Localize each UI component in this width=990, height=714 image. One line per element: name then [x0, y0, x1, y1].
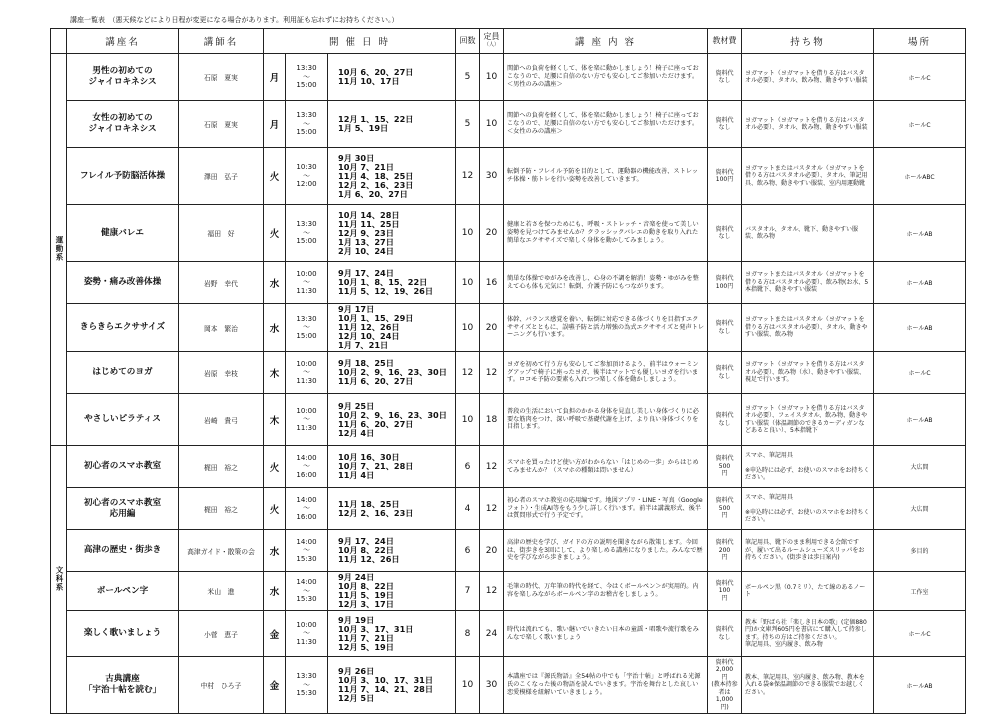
time-start: 13:30	[296, 220, 317, 229]
course-description: 転倒予防・フレイル予防を目的として、運動器の機能改善、ストレッチ体操・筋トレを行い姿勢を改善していきます。	[504, 148, 708, 205]
venue: 大広間	[874, 488, 966, 530]
session-count: 7	[456, 572, 480, 611]
time-end: 15:00	[296, 237, 317, 246]
course-description: 普段の生活において負担のかかる身体を見直し美しい身体づくりに必要な筋肉をつけ、深い呼吸で基礎代謝を上げ、より良い身体づくりを目指します。	[504, 394, 708, 446]
page-note: 講座一覧表 （悪天候などにより日程が変更になる場合があります。利用証も忘れずにお持ちください。）	[70, 16, 399, 24]
time-sep: 〜	[303, 171, 310, 180]
time-start: 13:30	[296, 314, 317, 323]
material-fee: 資料代 なし	[708, 54, 742, 101]
time-sep: 〜	[303, 680, 310, 689]
course-description: スマホを買ったけど使い方がわからない「はじめの一歩」からはじめてみませんか？（スマホの種類は問いません）	[504, 446, 708, 488]
time-range	[286, 262, 328, 304]
instructor-name: 高津ガイド・散策の会	[179, 530, 264, 572]
table-row	[51, 488, 966, 530]
time-start: 10:30	[296, 163, 317, 172]
header-sessions	[456, 29, 480, 54]
time-start: 13:30	[296, 111, 317, 120]
instructor-name: 澤田 弘子	[179, 148, 264, 205]
header-capacity-label: 定員	[483, 32, 500, 41]
course-name: 姿勢・痛み改善体操	[67, 262, 179, 304]
instructor-name: 梶田 裕之	[179, 488, 264, 530]
material-fee: 資料代 なし	[708, 304, 742, 352]
venue: 多目的	[874, 530, 966, 572]
time-end: 15:00	[296, 81, 317, 90]
session-dates: 12月 1、15、22日 1月 5、19日	[328, 101, 456, 148]
time-sep: 〜	[303, 228, 310, 237]
table-row	[51, 205, 966, 262]
time-end: 15:30	[296, 689, 317, 698]
course-description: 高津の歴史を学び、ガイドの方の説明を聞きながら散策します。今回は、街歩きを3回にして、より楽しめる講座になりました。みんなで歴史を学びながら歩きましょう。	[504, 530, 708, 572]
weekday: 金	[264, 657, 286, 714]
table-row	[51, 572, 966, 611]
time-range	[286, 54, 328, 101]
time-start: 10:00	[296, 359, 317, 368]
course-description: 初心者のスマホ教室の応用編です。地図アプリ・LINE・写真（Googleフォト）・生成AI等をもう少し詳しく行います。前半は講義形式、後半は質問形式で行う予定です。	[504, 488, 708, 530]
course-name: 初心者のスマホ教室 応用編	[67, 488, 179, 530]
session-dates: 9月 30日 10月 7、21日 11月 4、18、25日 12月 2、16、23日 1月 6、20、27日	[328, 148, 456, 205]
header-capacity-unit: （人）	[483, 42, 499, 48]
session-dates: 11月 18、25日 12月 2、16、23日	[328, 488, 456, 530]
material-fee: 資料代 2,000 円 (教本持参者は 1,000 円)	[708, 657, 742, 714]
session-count: 12	[456, 352, 480, 394]
capacity-count: 20	[480, 205, 504, 262]
capacity-count: 30	[480, 657, 504, 714]
time-sep: 〜	[303, 323, 310, 332]
items-to-bring: ヨガマット（ヨガマットを借りる方はバスタオル必要）、飲み物（水）、動きやすい服装、視足で行います。	[742, 352, 874, 394]
time-sep: 〜	[303, 546, 310, 555]
time-range	[286, 304, 328, 352]
header-fee: 教材費	[708, 29, 742, 54]
course-name: 男性の初めての ジャイロキネシス	[67, 54, 179, 101]
time-end: 12:00	[296, 180, 317, 189]
table-row	[51, 530, 966, 572]
time-end: 15:00	[296, 331, 317, 340]
session-dates: 9月 17日 10月 1、15、29日 11月 12、26日 12月 10、24日 1月 7、21日	[328, 304, 456, 352]
session-count: 12	[456, 148, 480, 205]
time-range	[286, 657, 328, 714]
time-range	[286, 446, 328, 488]
capacity-count: 18	[480, 394, 504, 446]
time-start: 14:00	[296, 578, 317, 587]
capacity-count: 12	[480, 572, 504, 611]
table-row	[51, 611, 966, 657]
time-start: 10:00	[296, 269, 317, 278]
instructor-name: 中村 ひろ子	[179, 657, 264, 714]
header-place: 場所	[874, 29, 966, 54]
items-to-bring: ヨガマット（ヨガマットを借りる方はバスタオル必要）、タオル、飲み物、動きやすい服装	[742, 101, 874, 148]
time-start: 14:00	[296, 537, 317, 546]
weekday: 木	[264, 394, 286, 446]
instructor-name: 岩野 幸代	[179, 262, 264, 304]
items-to-bring: スマホ、筆記用具 ※申込時には必ず、お使いのスマホをお持ちください。	[742, 488, 874, 530]
session-dates: 9月 25日 10月 2、9、16、23、30日 11月 6、20、27日 12月 4日	[328, 394, 456, 446]
time-range	[286, 488, 328, 530]
venue: 大広間	[874, 446, 966, 488]
venue: ホールAB	[874, 205, 966, 262]
time-range	[286, 572, 328, 611]
session-dates: 10月 6、20、27日 11月 10、17日	[328, 54, 456, 101]
course-description: 時代は流れても、歌い継いでいきたい日本の童謡・唱歌や流行歌をみんなで楽しく歌いましょう	[504, 611, 708, 657]
time-range	[286, 101, 328, 148]
header-sessions-label: 回数	[459, 36, 476, 45]
time-end: 15:30	[296, 554, 317, 563]
course-description: 簡単な体操でゆがみを改善し、心身の不調を解消！姿勢・ゆがみを整えて心も体も元気に！転倒、介護予防にもつながります。	[504, 262, 708, 304]
material-fee: 資料代 100円	[708, 262, 742, 304]
material-fee: 資料代 100円	[708, 148, 742, 205]
material-fee: 資料代 100 円	[708, 572, 742, 611]
instructor-name: 石原 夏実	[179, 101, 264, 148]
weekday: 水	[264, 262, 286, 304]
course-description: ヨガを初めて行う方も安心してご参加頂けるよう、前半はウォーミングアップで椅子に座ったヨガ、後半はマットでも優しいヨガを行います。ロコモ予防の要素も入れつつ楽しく体を動かしましょう。	[504, 352, 708, 394]
time-start: 10:00	[296, 620, 317, 629]
time-sep: 〜	[303, 462, 310, 471]
time-end: 15:00	[296, 128, 317, 137]
weekday: 火	[264, 488, 286, 530]
header-category	[51, 29, 67, 54]
weekday: 火	[264, 205, 286, 262]
capacity-count: 20	[480, 530, 504, 572]
course-name: やさしいピラティス	[67, 394, 179, 446]
time-sep: 〜	[303, 629, 310, 638]
instructor-name: 岩原 幸枝	[179, 352, 264, 394]
course-name: フレイル予防脳活体操	[67, 148, 179, 205]
time-sep: 〜	[303, 504, 310, 513]
items-to-bring: 教本、筆記用具、室内履き、飲み物、教本を入れる袋※保温調節のできる服装でお越しください。	[742, 657, 874, 714]
time-end: 16:00	[296, 470, 317, 479]
table-row	[51, 148, 966, 205]
items-to-bring: ヨガマットまたはバスタオル（ヨガマットを借りる方はバスタオル必要）、飲み物(お水、5本指靴下、動きやすい服装	[742, 262, 874, 304]
capacity-count: 24	[480, 611, 504, 657]
material-fee: 資料代 なし	[708, 352, 742, 394]
course-name: 古典講座 「宇治十帖を読む」	[67, 657, 179, 714]
items-to-bring: ヨガマットまたはバスタオル（ヨガマットを借りる方はバスタオル必要）、タオル、動きやすい服装、飲み物	[742, 304, 874, 352]
header-items: 持ち物	[742, 29, 874, 54]
session-count: 8	[456, 611, 480, 657]
instructor-name: 石原 夏実	[179, 54, 264, 101]
venue: ホールC	[874, 352, 966, 394]
weekday: 月	[264, 54, 286, 101]
weekday: 月	[264, 101, 286, 148]
header-instructor: 講師名	[179, 29, 264, 54]
category-cell	[51, 54, 67, 446]
time-range	[286, 352, 328, 394]
time-start: 14:00	[296, 453, 317, 462]
course-name: 初心者のスマホ教室	[67, 446, 179, 488]
venue: ホールAB	[874, 394, 966, 446]
instructor-name: 岩崎 貴弓	[179, 394, 264, 446]
course-table	[50, 28, 966, 714]
header-content: 講 座 内 容	[504, 29, 708, 54]
course-name: ボールペン字	[67, 572, 179, 611]
venue: ホールAB	[874, 304, 966, 352]
session-count: 4	[456, 488, 480, 530]
table-row	[51, 352, 966, 394]
table-row	[51, 394, 966, 446]
items-to-bring: 筆記用具、靴下のまま利用できる会館ですが、履いて出るルームシューズスリッパをお持ちください。(街歩きは歩日案内)	[742, 530, 874, 572]
category-label: 運動系	[55, 235, 64, 262]
weekday: 木	[264, 352, 286, 394]
time-sep: 〜	[303, 72, 310, 81]
capacity-count: 10	[480, 101, 504, 148]
instructor-name: 梶田 裕之	[179, 446, 264, 488]
course-description: 毛筆の時代、万年筆の時代を経て、今はくボールペン＞が実用的。内容を楽しみながらボールペン字のお稽古をしましょう。	[504, 572, 708, 611]
time-sep: 〜	[303, 278, 310, 287]
material-fee: 資料代 なし	[708, 611, 742, 657]
time-range	[286, 148, 328, 205]
material-fee: 資料代 500 円	[708, 446, 742, 488]
time-sep: 〜	[303, 368, 310, 377]
material-fee: 資料代 なし	[708, 101, 742, 148]
table-row	[51, 101, 966, 148]
session-dates: 9月 24日 10月 8、22日 11月 5、19日 12月 3、17日	[328, 572, 456, 611]
time-sep: 〜	[303, 415, 310, 424]
session-count: 5	[456, 54, 480, 101]
venue: ホールC	[874, 101, 966, 148]
course-body	[51, 54, 966, 714]
instructor-name: 小菅 恵子	[179, 611, 264, 657]
venue: 工作室	[874, 572, 966, 611]
time-sep: 〜	[303, 586, 310, 595]
time-start: 14:00	[296, 495, 317, 504]
time-start: 13:30	[296, 672, 317, 681]
session-count: 10	[456, 304, 480, 352]
items-to-bring: ヨガマットまたはバスタオル（ヨガマットを借りる方はバスタオル必要）、タオル、筆記用具、飲み物、動きやすい服装、室内用運動靴	[742, 148, 874, 205]
instructor-name: 米山 進	[179, 572, 264, 611]
instructor-name: 福田 好	[179, 205, 264, 262]
time-range	[286, 205, 328, 262]
weekday: 水	[264, 530, 286, 572]
course-description: 本講座では『源氏物語』全54帖の中でも「宇治十帖」と呼ばれる光源氏のこくなった後の物語を読んでいきます。宇治を舞台とした哀しい恋愛模様を紐解いていきましょう。	[504, 657, 708, 714]
session-count: 10	[456, 205, 480, 262]
capacity-count: 10	[480, 54, 504, 101]
time-end: 11:30	[296, 286, 317, 295]
header-course: 講座名	[67, 29, 179, 54]
items-to-bring: ヨガマット（ヨガマットを借りる方はバスタオル必要）、タオル、飲み物、動きやすい服装	[742, 54, 874, 101]
capacity-count: 12	[480, 488, 504, 530]
course-description: 体幹、バランス感覚を養い、転倒に対応できる体づくりを目指すエクササイズとともに、誤嚥予防と活力増強の為式エクササイズと発声トレーニングも行います。	[504, 304, 708, 352]
capacity-count: 30	[480, 148, 504, 205]
venue: ホールC	[874, 54, 966, 101]
time-start: 13:30	[296, 64, 317, 73]
session-dates: 9月 17、24日 10月 8、22日 11月 12、26日	[328, 530, 456, 572]
category-cell	[51, 446, 67, 714]
table-row	[51, 54, 966, 101]
time-end: 16:00	[296, 512, 317, 521]
course-name: きらきらエクササイズ	[67, 304, 179, 352]
time-end: 15:30	[296, 595, 317, 604]
session-count: 10	[456, 657, 480, 714]
session-count: 10	[456, 262, 480, 304]
items-to-bring: スマホ、筆記用具 ※申込時には必ず、お使いのスマホをお持ちください。	[742, 446, 874, 488]
time-sep: 〜	[303, 119, 310, 128]
session-dates: 9月 17、24日 10月 1、8、15、22日 11月 5、12、19、26日	[328, 262, 456, 304]
weekday: 金	[264, 611, 286, 657]
table-row	[51, 657, 966, 714]
session-dates: 10月 14、28日 11月 11、25日 12月 9、23日 1月 13、27日 2月 10、24日	[328, 205, 456, 262]
venue: ホールC	[874, 611, 966, 657]
time-start: 10:00	[296, 406, 317, 415]
venue: ホールAB	[874, 262, 966, 304]
category-label: 文科系	[55, 565, 64, 592]
capacity-count: 20	[480, 304, 504, 352]
time-end: 11:30	[296, 423, 317, 432]
items-to-bring: 教本「野ばら社「楽しき日本の歌」(定価880円)か文庫判605円を書店にて購入して持参します。持ちの方はご持参ください。 筆記用具、室内履き、飲み物	[742, 611, 874, 657]
material-fee: 資料代 なし	[708, 394, 742, 446]
weekday: 火	[264, 446, 286, 488]
course-name: 女性の初めての ジャイロキネシス	[67, 101, 179, 148]
table-row	[51, 304, 966, 352]
session-count: 5	[456, 101, 480, 148]
header-capacity	[480, 29, 504, 54]
time-range	[286, 611, 328, 657]
course-description: 健康と若さを保つためにも、呼吸・ストレッチ・音楽を使って美しい姿勢を見つけてみませんか？クラッシックバレエの動きを取り入れた簡単なエクササイズで楽しく身体を動かしてみましょう。	[504, 205, 708, 262]
session-dates: 10月 16、30日 10月 7、21、28日 11月 4日	[328, 446, 456, 488]
time-range	[286, 394, 328, 446]
venue: ホールABC	[874, 148, 966, 205]
session-dates: 9月 18、25日 10月 2、9、16、23、30日 11月 6、20、27日	[328, 352, 456, 394]
session-dates: 9月 26日 10月 3、10、17、31日 11月 7、14、21、28日 12月 5日	[328, 657, 456, 714]
session-count: 10	[456, 394, 480, 446]
session-count: 6	[456, 446, 480, 488]
instructor-name: 岡本 繁治	[179, 304, 264, 352]
capacity-count: 12	[480, 446, 504, 488]
time-end: 11:30	[296, 637, 317, 646]
time-range	[286, 530, 328, 572]
table-row	[51, 262, 966, 304]
course-description: 関節への負荷を軽くして、体を楽に動かしましょう！椅子に座っておこなうので、足腰に自信のない方でも安心してご参加いただけます。＜男性のみの講座＞	[504, 54, 708, 101]
venue: ホールAB	[874, 657, 966, 714]
weekday: 水	[264, 304, 286, 352]
capacity-count: 12	[480, 352, 504, 394]
table-row	[51, 446, 966, 488]
course-name: 健康バレエ	[67, 205, 179, 262]
header-row	[51, 29, 966, 54]
course-description: 関節への負荷を軽くして、体を楽に動かしましょう！椅子に座っておこなうので、足腰に自信のない方でも安心してご参加いただけます。＜女性のみの講座＞	[504, 101, 708, 148]
course-name: はじめてのヨガ	[67, 352, 179, 394]
course-table-wrapper	[50, 28, 965, 711]
items-to-bring: ヨガマット（ヨガマットを借りる方はバスタオル必要）、フェイスタオル、飲み物、動きやすい服装（体温調節のできるカーディガンなどあると良い）、5本指靴下	[742, 394, 874, 446]
items-to-bring: バスタオル、タオル、靴下、動きやすい服装、飲み物	[742, 205, 874, 262]
course-name: 楽しく歌いましょう	[67, 611, 179, 657]
material-fee: 資料代 500 円	[708, 488, 742, 530]
header-schedule: 開 催 日 時	[264, 29, 456, 54]
weekday: 水	[264, 572, 286, 611]
capacity-count: 16	[480, 262, 504, 304]
time-end: 11:30	[296, 376, 317, 385]
items-to-bring: ボールペン黒（0.7ミリ）、たて線のあるノート	[742, 572, 874, 611]
weekday: 火	[264, 148, 286, 205]
material-fee: 資料代 200 円	[708, 530, 742, 572]
course-name: 高津の歴史・街歩き	[67, 530, 179, 572]
session-dates: 9月 19日 10月 3、17、31日 11月 7、21日 12月 5、19日	[328, 611, 456, 657]
material-fee: 資料代 なし	[708, 205, 742, 262]
session-count: 6	[456, 530, 480, 572]
